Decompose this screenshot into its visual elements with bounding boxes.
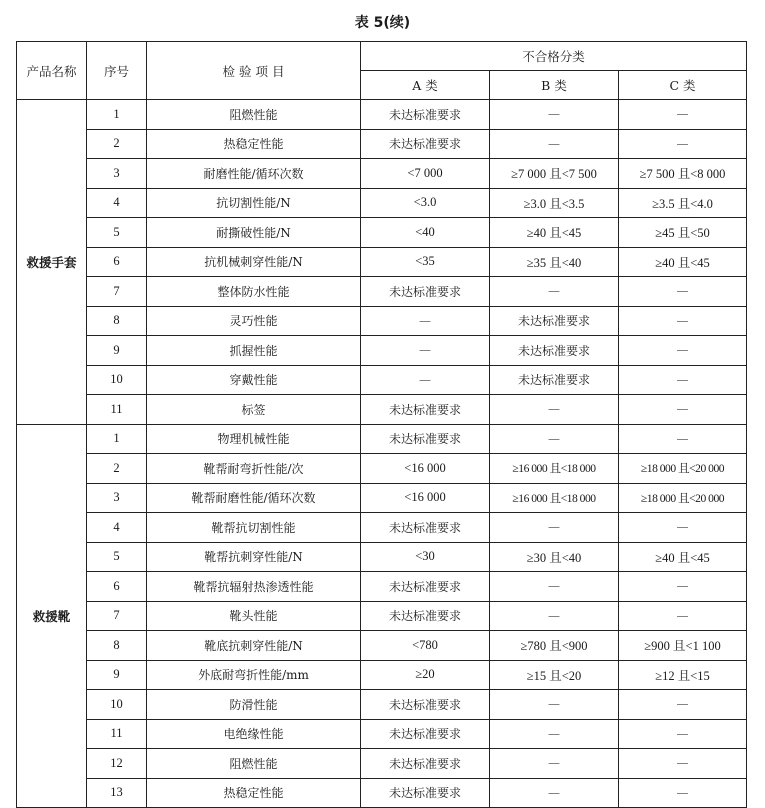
class-a-cell: 未达标准要求 <box>361 749 490 779</box>
table-row <box>17 306 747 336</box>
item-cell: 物理机械性能 <box>147 424 361 454</box>
class-a-cell: 未达标准要求 <box>361 129 490 159</box>
class-b-cell: ≥16 000 且<18 000 <box>490 483 619 513</box>
seq-cell: 9 <box>87 660 147 690</box>
header-nonconformity-class: 不合格分类 <box>361 42 747 71</box>
table-row <box>17 188 747 218</box>
item-cell: 靴帮耐弯折性能/次 <box>147 454 361 484</box>
table-row <box>17 778 747 808</box>
table-row <box>17 631 747 661</box>
seq-cell: 4 <box>87 188 147 218</box>
table-row <box>17 277 747 307</box>
class-c-cell: — <box>619 100 747 130</box>
seq-cell: 1 <box>87 100 147 130</box>
seq-cell: 1 <box>87 424 147 454</box>
seq-cell: 2 <box>87 129 147 159</box>
seq-cell: 3 <box>87 159 147 189</box>
item-cell: 靴帮耐磨性能/循环次数 <box>147 483 361 513</box>
table-row <box>17 159 747 189</box>
seq-cell: 6 <box>87 572 147 602</box>
class-b-cell: ≥15 且<20 <box>490 660 619 690</box>
product-name-cell: 救援靴 <box>17 424 87 808</box>
header-class-b: B 类 <box>490 71 619 100</box>
class-a-cell: 未达标准要求 <box>361 690 490 720</box>
table-row <box>17 483 747 513</box>
table-row <box>17 365 747 395</box>
item-cell: 耐撕破性能/N <box>147 218 361 248</box>
class-a-cell: 未达标准要求 <box>361 572 490 602</box>
seq-cell: 5 <box>87 542 147 572</box>
table-row <box>17 454 747 484</box>
item-cell: 灵巧性能 <box>147 306 361 336</box>
table-row <box>17 719 747 749</box>
item-cell: 标签 <box>147 395 361 425</box>
class-b-cell: 未达标准要求 <box>490 336 619 366</box>
class-b-cell: — <box>490 719 619 749</box>
seq-cell: 5 <box>87 218 147 248</box>
class-c-cell: — <box>619 749 747 779</box>
seq-cell: 7 <box>87 277 147 307</box>
class-a-cell: 未达标准要求 <box>361 277 490 307</box>
item-cell: 靴底抗刺穿性能/N <box>147 631 361 661</box>
class-c-cell: — <box>619 690 747 720</box>
table-row <box>17 513 747 543</box>
header-class-a: A 类 <box>361 71 490 100</box>
table-row <box>17 660 747 690</box>
item-cell: 抓握性能 <box>147 336 361 366</box>
seq-cell: 4 <box>87 513 147 543</box>
table-row <box>17 572 747 602</box>
class-b-cell: ≥7 000 且<7 500 <box>490 159 619 189</box>
class-a-cell: — <box>361 365 490 395</box>
table-row <box>17 100 747 130</box>
item-cell: 靴头性能 <box>147 601 361 631</box>
header-inspection-item: 检 验 项 目 <box>147 42 361 100</box>
table-header <box>17 42 747 100</box>
class-c-cell: — <box>619 306 747 336</box>
class-a-cell: 未达标准要求 <box>361 424 490 454</box>
table-row <box>17 247 747 277</box>
class-c-cell: — <box>619 513 747 543</box>
seq-cell: 12 <box>87 749 147 779</box>
class-c-cell: ≥12 且<15 <box>619 660 747 690</box>
seq-cell: 9 <box>87 336 147 366</box>
class-b-cell: 未达标准要求 <box>490 306 619 336</box>
class-a-cell: 未达标准要求 <box>361 601 490 631</box>
item-cell: 热稳定性能 <box>147 129 361 159</box>
table-row <box>17 129 747 159</box>
item-cell: 阻燃性能 <box>147 100 361 130</box>
page-edge <box>757 41 765 808</box>
class-b-cell: — <box>490 572 619 602</box>
item-cell: 靴帮抗刺穿性能/N <box>147 542 361 572</box>
class-c-cell: ≥45 且<50 <box>619 218 747 248</box>
class-a-cell: 未达标准要求 <box>361 513 490 543</box>
class-b-cell: ≥3.0 且<3.5 <box>490 188 619 218</box>
class-a-cell: <16 000 <box>361 454 490 484</box>
class-a-cell: <30 <box>361 542 490 572</box>
seq-cell: 11 <box>87 395 147 425</box>
class-c-cell: — <box>619 572 747 602</box>
class-b-cell: ≥35 且<40 <box>490 247 619 277</box>
class-a-cell: <35 <box>361 247 490 277</box>
class-c-cell: — <box>619 719 747 749</box>
class-c-cell: ≥40 且<45 <box>619 542 747 572</box>
class-b-cell: — <box>490 778 619 808</box>
class-a-cell: — <box>361 306 490 336</box>
item-cell: 阻燃性能 <box>147 749 361 779</box>
class-b-cell: — <box>490 395 619 425</box>
table-row <box>17 218 747 248</box>
class-c-cell: — <box>619 778 747 808</box>
header-class-c: C 类 <box>619 71 747 100</box>
table-row <box>17 424 747 454</box>
seq-cell: 8 <box>87 306 147 336</box>
class-c-cell: — <box>619 129 747 159</box>
class-a-cell: 未达标准要求 <box>361 395 490 425</box>
class-b-cell: ≥780 且<900 <box>490 631 619 661</box>
item-cell: 热稳定性能 <box>147 778 361 808</box>
table-row <box>17 336 747 366</box>
item-cell: 抗切割性能/N <box>147 188 361 218</box>
class-c-cell: — <box>619 395 747 425</box>
header-product-name: 产品名称 <box>17 42 87 100</box>
table-row <box>17 749 747 779</box>
class-a-cell: 未达标准要求 <box>361 719 490 749</box>
class-c-cell: ≥7 500 且<8 000 <box>619 159 747 189</box>
item-cell: 防滑性能 <box>147 690 361 720</box>
class-b-cell: — <box>490 129 619 159</box>
item-cell: 耐磨性能/循环次数 <box>147 159 361 189</box>
seq-cell: 10 <box>87 690 147 720</box>
class-c-cell: — <box>619 601 747 631</box>
class-a-cell: <40 <box>361 218 490 248</box>
class-b-cell: — <box>490 277 619 307</box>
table-row <box>17 395 747 425</box>
class-c-cell: — <box>619 365 747 395</box>
class-c-cell: — <box>619 277 747 307</box>
class-c-cell: ≥3.5 且<4.0 <box>619 188 747 218</box>
item-cell: 穿戴性能 <box>147 365 361 395</box>
item-cell: 抗机械刺穿性能/N <box>147 247 361 277</box>
class-b-cell: — <box>490 749 619 779</box>
table-body <box>17 100 747 808</box>
seq-cell: 7 <box>87 601 147 631</box>
inspection-classification-table <box>16 41 747 808</box>
seq-cell: 3 <box>87 483 147 513</box>
class-b-cell: — <box>490 424 619 454</box>
class-b-cell: ≥40 且<45 <box>490 218 619 248</box>
class-b-cell: — <box>490 690 619 720</box>
product-name-cell: 救援手套 <box>17 100 87 425</box>
class-c-cell: ≥18 000 且<20 000 <box>619 454 747 484</box>
item-cell: 靴帮抗切割性能 <box>147 513 361 543</box>
class-b-cell: — <box>490 513 619 543</box>
class-a-cell: 未达标准要求 <box>361 778 490 808</box>
seq-cell: 13 <box>87 778 147 808</box>
class-b-cell: — <box>490 601 619 631</box>
class-c-cell: ≥18 000 且<20 000 <box>619 483 747 513</box>
class-c-cell: ≥40 且<45 <box>619 247 747 277</box>
class-b-cell: — <box>490 100 619 130</box>
class-a-cell: <3.0 <box>361 188 490 218</box>
class-a-cell: 未达标准要求 <box>361 100 490 130</box>
seq-cell: 10 <box>87 365 147 395</box>
table-row <box>17 601 747 631</box>
class-b-cell: ≥30 且<40 <box>490 542 619 572</box>
class-c-cell: ≥900 且<1 100 <box>619 631 747 661</box>
item-cell: 电绝缘性能 <box>147 719 361 749</box>
item-cell: 整体防水性能 <box>147 277 361 307</box>
class-a-cell: <7 000 <box>361 159 490 189</box>
item-cell: 靴帮抗辐射热渗透性能 <box>147 572 361 602</box>
table-row <box>17 690 747 720</box>
table-title: 表 5(续) <box>354 15 411 31</box>
class-b-cell: ≥16 000 且<18 000 <box>490 454 619 484</box>
class-a-cell: <16 000 <box>361 483 490 513</box>
seq-cell: 11 <box>87 719 147 749</box>
class-b-cell: 未达标准要求 <box>490 365 619 395</box>
class-a-cell: ≥20 <box>361 660 490 690</box>
class-c-cell: — <box>619 424 747 454</box>
seq-cell: 8 <box>87 631 147 661</box>
header-seq: 序号 <box>87 42 147 100</box>
class-a-cell: <780 <box>361 631 490 661</box>
seq-cell: 6 <box>87 247 147 277</box>
item-cell: 外底耐弯折性能/mm <box>147 660 361 690</box>
class-c-cell: — <box>619 336 747 366</box>
seq-cell: 2 <box>87 454 147 484</box>
class-a-cell: — <box>361 336 490 366</box>
table-row <box>17 542 747 572</box>
